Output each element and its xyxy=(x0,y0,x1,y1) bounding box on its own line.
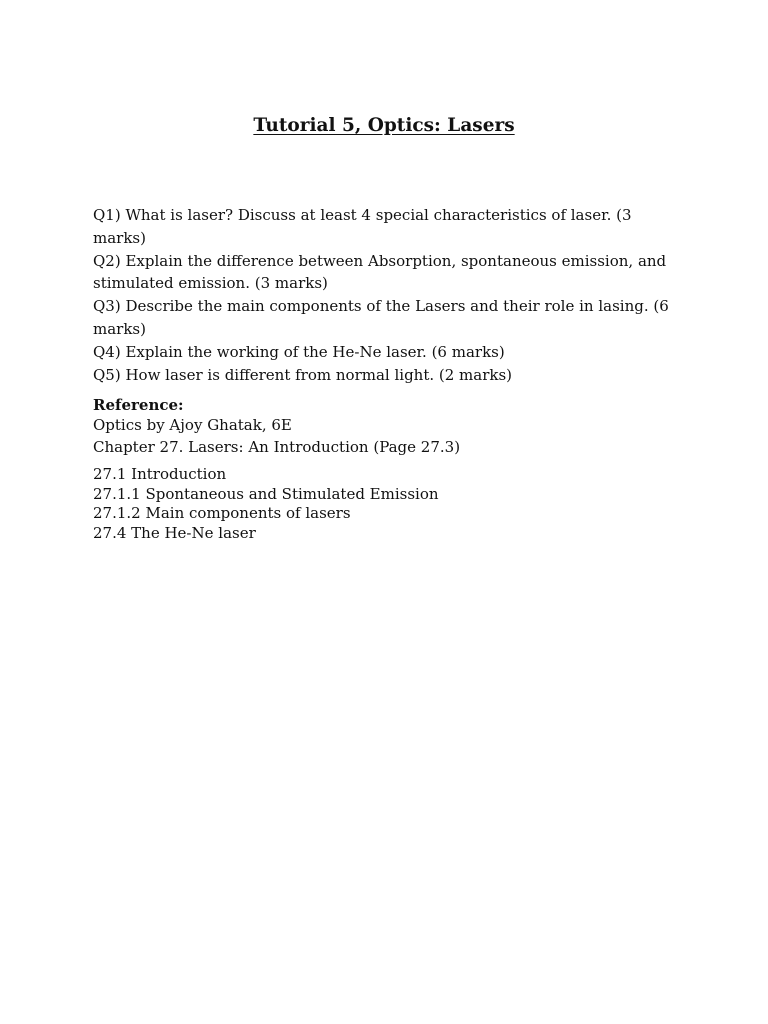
page-title: Tutorial 5, Optics: Lasers xyxy=(253,115,515,136)
reference-section-item: 27.4 The He-Ne laser xyxy=(93,524,256,543)
reference-sections xyxy=(93,465,673,544)
reference-book-block xyxy=(93,414,673,458)
reference-section-item: 27.1.1 Spontaneous and Stimulated Emission xyxy=(93,484,439,503)
question-1: Q1) What is laser? Discuss at least 4 special characteristics of laser. (3 marks) xyxy=(93,206,632,247)
reference-book: Optics by Ajoy Ghatak, 6E xyxy=(93,416,292,434)
reference-chapter: Chapter 27. Lasers: An Introduction (Page 27.3) xyxy=(93,438,461,456)
question-5: Q5) How laser is different from normal light. (2 marks) xyxy=(93,365,513,384)
reference-heading: Reference: xyxy=(93,396,184,414)
question-4: Q4) Explain the working of the He-Ne laser. (6 marks) xyxy=(93,342,505,361)
question-3: Q3) Describe the main components of the Lasers and their role in lasing. (6 marks) xyxy=(93,297,669,338)
reference-section-item: 27.1.2 Main components of lasers xyxy=(93,504,351,523)
question-2: Q2) Explain the difference between Absorption, spontaneous emission, and stimulated emission. (3 marks) xyxy=(93,251,667,293)
question-list xyxy=(93,204,673,386)
reference-section-item: 27.1 Introduction xyxy=(93,465,227,483)
